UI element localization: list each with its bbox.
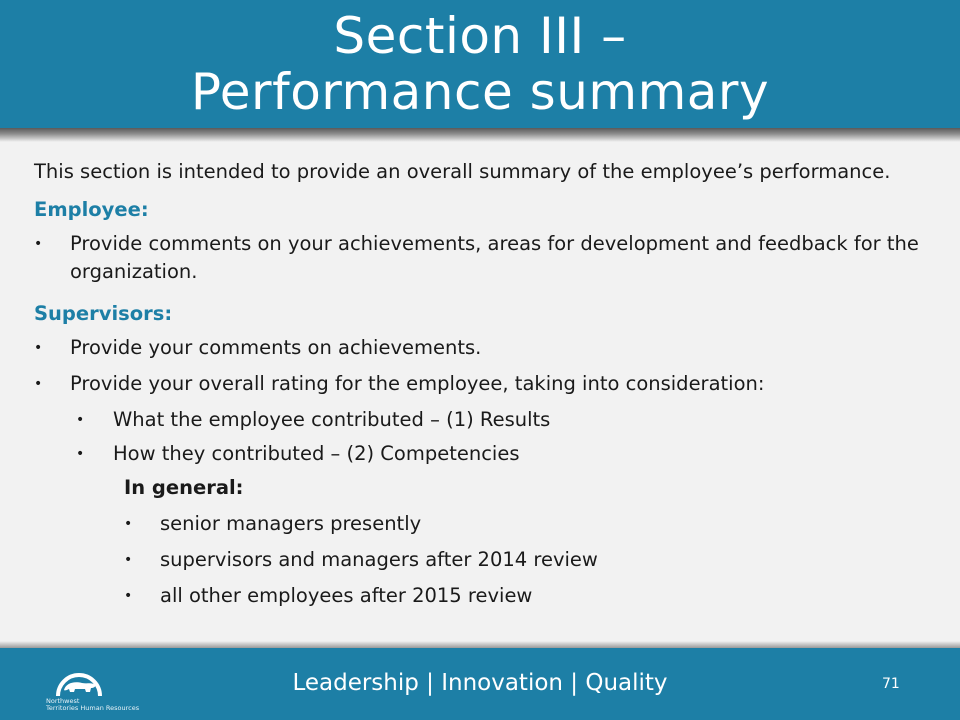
footer-divider bbox=[0, 641, 960, 648]
sub-bullet-competencies: How they contributed – (2) Competencies bbox=[113, 442, 520, 465]
logo-line-2: Territories bbox=[46, 704, 79, 712]
list-item bbox=[34, 546, 934, 574]
logo-text bbox=[46, 698, 139, 712]
bullet-icon: • bbox=[34, 376, 43, 392]
page-number: 71 bbox=[882, 676, 900, 692]
header-divider bbox=[0, 128, 960, 142]
general-bullet-1: senior managers presently bbox=[160, 512, 422, 535]
supervisor-bullet-1: Provide your comments on achievements. bbox=[70, 336, 482, 359]
list-item bbox=[34, 510, 934, 538]
slide-title-line-1: Section III – bbox=[333, 7, 627, 65]
list-item bbox=[34, 440, 934, 468]
bullet-icon: • bbox=[34, 340, 43, 356]
employee-heading: Employee: bbox=[34, 198, 149, 221]
bullet-icon: • bbox=[124, 516, 133, 532]
footer-bar bbox=[0, 648, 960, 720]
list-item bbox=[34, 230, 934, 286]
bullet-icon: • bbox=[76, 412, 85, 428]
bullet-icon: • bbox=[76, 446, 85, 462]
supervisor-bullet-2: Provide your overall rating for the employee, taking into consideration: bbox=[70, 372, 765, 395]
list-item bbox=[34, 406, 934, 434]
bullet-icon: • bbox=[124, 588, 133, 604]
general-bullet-3: all other employees after 2015 review bbox=[160, 584, 533, 607]
logo-line-3: Human Resources bbox=[80, 704, 140, 712]
sub-bullet-results: What the employee contributed – (1) Results bbox=[113, 408, 551, 431]
slide-body bbox=[34, 158, 934, 618]
list-item bbox=[34, 370, 934, 398]
title-banner bbox=[0, 0, 960, 128]
general-bullet-2: supervisors and managers after 2014 review bbox=[160, 548, 598, 571]
bullet-icon: • bbox=[34, 236, 43, 252]
slide-title-line-2: Performance summary bbox=[190, 63, 770, 121]
supervisors-heading: Supervisors: bbox=[34, 302, 173, 325]
list-item bbox=[34, 334, 934, 362]
employee-bullet-1: Provide comments on your achievements, areas for development and feedback for the organization. bbox=[70, 232, 919, 283]
list-item bbox=[34, 582, 934, 610]
intro-text: This section is intended to provide an overall summary of the employee’s performance. bbox=[34, 160, 891, 183]
footer-tagline: Leadership | Innovation | Quality bbox=[292, 670, 668, 696]
logo-line-1: Northwest bbox=[46, 697, 80, 705]
bullet-icon: • bbox=[124, 552, 133, 568]
in-general-heading: In general: bbox=[124, 476, 244, 499]
